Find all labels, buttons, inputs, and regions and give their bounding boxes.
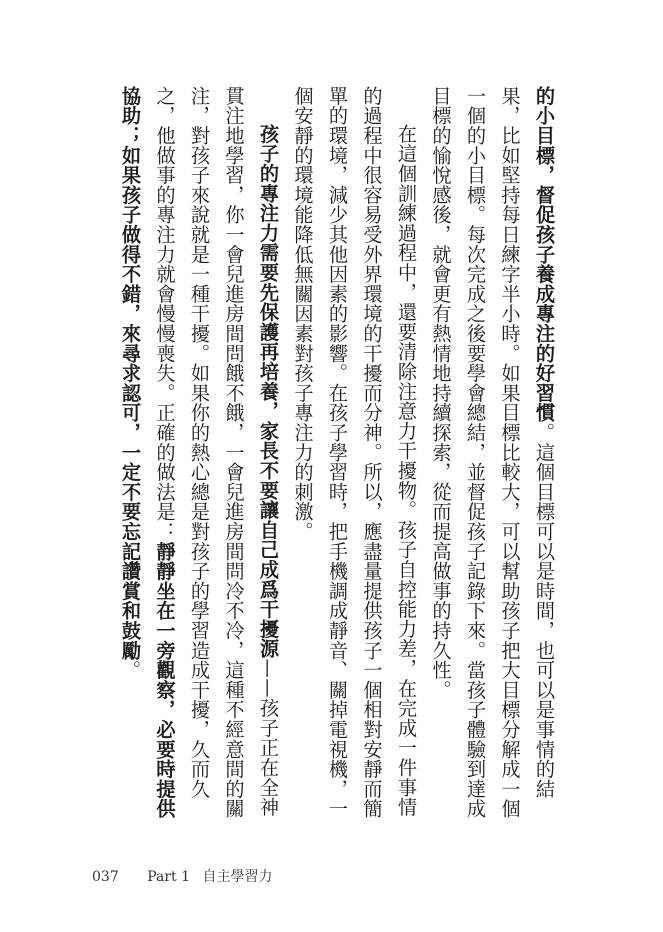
chapter-title: 自主學習力 [202,869,273,885]
part-label: Part 1 [147,869,191,885]
body-text-run: ——孩子正在全神貫注地學習，你一會兒進房間問餓不餓，一會兒進房間問冷不冷，這種不經意間的關注，對孩子來說就是一種干擾。如果你的熱心總是對孩子的學習造成干擾，久而久之，他做事的專注力就會慢慢喪失。正確的做法是： [153,86,280,819]
page-number: 037 [92,869,119,885]
body-text [113,86,562,826]
body-text-run: 在這個訓練過程中，還要清除注意力干擾物。孩子自控能力差，在完成一件事情的過程中很容易受外界環境的干擾而分神。所以，應盡量提供孩子一個相對安靜而簡單的環境，減少其他因素的影響。在孩子學習時，把手機調成靜音、關掉電視機，一個安靜的環境能降低無關因素對孩子專注力的刺激。 [291,86,418,819]
paragraph-1 [423,86,561,826]
paragraph-2 [285,86,423,826]
body-text-run: 。 [119,660,142,681]
emphasis-text: 靜靜坐在一旁觀察，必要時提供協助；如果孩子做得不錯，來尋求認可，一定不要忘記讚賞和鼓勵 [119,86,177,819]
page-footer [92,866,272,886]
paragraph-3 [113,86,286,826]
emphasis-text: 孩子的專注力需要先保護再培養，家長不要讓自己成爲干擾源 [257,124,280,659]
emphasis-text: 的小目標，督促孩子養成專注的好習慣 [533,86,556,423]
body-text-run: 。這個目標可以是時間，也可以是事情的結果，比如堅持每日練字半小時。如果目標比較大，可以幫助孩子把大目標分解成一個一個的小目標。每次完成之後要學會總結，並督促孩子記錄下來。當孩子體驗到達成目標的愉悅感後，就會更有熱情地持續探索，從而提高做事的持久性。 [429,86,556,819]
